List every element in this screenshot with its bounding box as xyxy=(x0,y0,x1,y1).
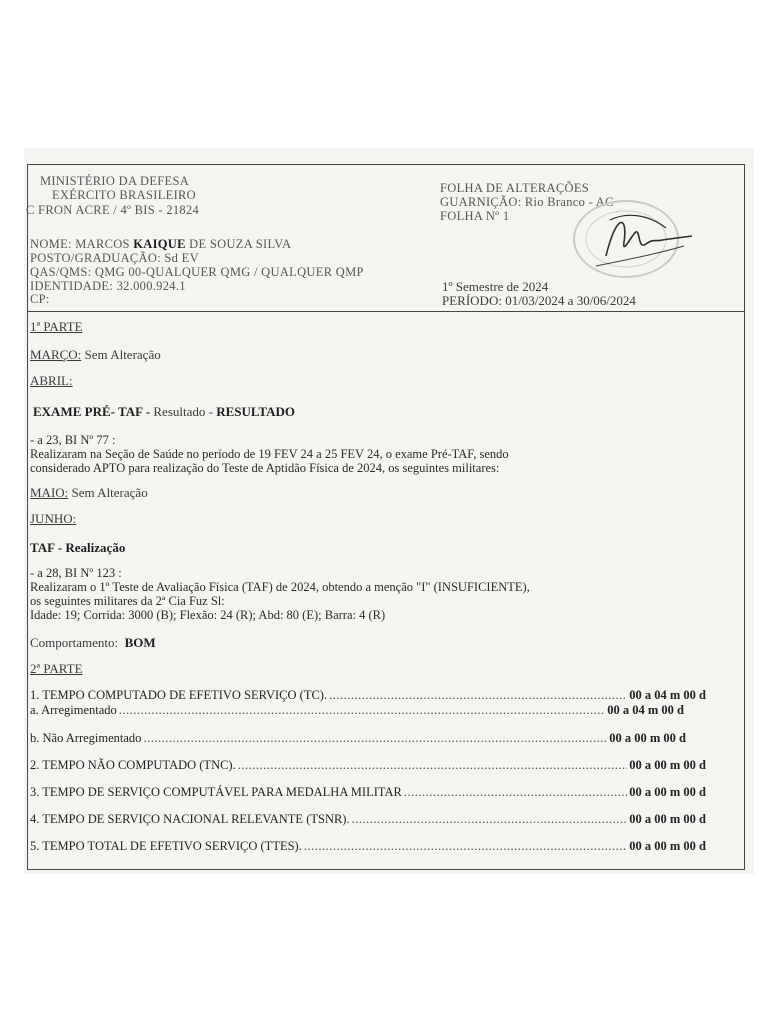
may-label: MAIO: xyxy=(30,485,69,500)
person-rank: POSTO/GRADUAÇÃO: Sd EV xyxy=(30,251,199,265)
time-row-medal xyxy=(30,785,706,800)
exam-reference: - a 23, BI Nº 77 : xyxy=(30,433,116,447)
exam-heading-mid: Resultado - xyxy=(150,404,217,419)
time-row-label: 1. TEMPO COMPUTADO DE EFETIVO SERVIÇO (TC). xyxy=(30,688,328,702)
header-garrison: GUARNIÇÃO: Rio Branco - AC xyxy=(440,195,614,209)
taf-heading-bold: TAF - xyxy=(30,540,63,555)
person-cp: CP: xyxy=(30,292,50,306)
time-row-label: 3. TEMPO DE SERVIÇO COMPUTÁVEL PARA MEDALHA MILITAR xyxy=(30,785,402,799)
period: PERÍODO: 01/03/2024 a 30/06/2024 xyxy=(442,293,636,308)
signature-stamp xyxy=(566,194,696,294)
header-sheet-number: FOLHA Nº 1 xyxy=(440,209,510,223)
time-row-value: 00 a 00 m 00 d xyxy=(629,812,706,826)
dot-leader xyxy=(143,731,607,746)
may-entry xyxy=(30,486,148,500)
march-text: Sem Alteração xyxy=(84,347,161,362)
time-row-label: a. Arregimentado xyxy=(30,703,117,717)
section-divider xyxy=(27,311,745,312)
time-row-label: 5. TEMPO TOTAL DE EFETIVO SERVIÇO (TTES). xyxy=(30,839,302,853)
taf-paragraph-line1: Realizaram o 1º Teste de Avaliação Física (TAF) de 2024, obtendo a menção "I" (INSUFICIENTE), xyxy=(30,580,530,594)
time-row-arregimentado xyxy=(30,703,684,718)
dot-leader xyxy=(404,785,627,800)
dot-leader xyxy=(238,758,628,773)
behavior-label: Comportamento: xyxy=(30,635,119,650)
dot-leader xyxy=(119,703,605,718)
exam-heading xyxy=(33,405,295,419)
name-rest: DE SOUZA SILVA xyxy=(185,237,292,251)
time-row-value: 00 a 04 m 00 d xyxy=(629,688,706,702)
person-name xyxy=(30,237,291,251)
time-row-value: 00 a 00 m 00 d xyxy=(629,785,706,799)
person-identity: IDENTIDADE: 32.000.924.1 xyxy=(30,279,186,293)
behavior-value: BOM xyxy=(124,635,156,650)
semester: 1º Semestre de 2024 xyxy=(442,279,549,294)
header-ministry: MINISTÉRIO DA DEFESA xyxy=(40,174,190,188)
name-bold-part: KAIQUE xyxy=(133,237,186,251)
time-row-tnc xyxy=(30,758,706,773)
dot-leader xyxy=(352,812,628,827)
may-text: Sem Alteração xyxy=(71,485,148,500)
header-sheet-title: FOLHA DE ALTERAÇÕES xyxy=(440,181,590,195)
march-label: MARÇO: xyxy=(30,347,82,362)
march-entry xyxy=(30,348,161,362)
person-qas: QAS/QMS: QMG 00-QUALQUER QMG / QUALQUER QMP xyxy=(30,265,364,279)
time-row-ttes xyxy=(30,839,706,854)
exam-paragraph-line1: Realizaram na Seção de Saúde no período de 19 FEV 24 a 25 FEV 24, o exame Pré-TAF, sendo xyxy=(30,447,509,461)
time-row-nao-arregimentado xyxy=(30,731,686,746)
taf-results: Idade: 19; Corrida: 3000 (B); Flexão: 24 (R); Abd: 80 (E); Barra: 4 (R) xyxy=(30,608,386,622)
taf-paragraph-line2: os seguintes militares da 2ª Cia Fuz Sl: xyxy=(30,594,225,608)
time-row-label: 4. TEMPO DE SERVIÇO NACIONAL RELEVANTE (TSNR). xyxy=(30,812,350,826)
header-unit: C FRON ACRE / 4º BIS - 21824 xyxy=(26,203,200,217)
time-row-value: 00 a 04 m 00 d xyxy=(607,703,684,717)
taf-reference: - a 28, BI Nº 123 : xyxy=(30,566,122,580)
time-row-value: 00 a 00 m 00 d xyxy=(609,731,686,745)
taf-heading xyxy=(30,541,125,555)
exam-heading-bold: EXAME PRÉ- TAF - xyxy=(33,404,151,419)
time-row-label: b. Não Arregimentado xyxy=(30,731,142,745)
june-label: JUNHO: xyxy=(30,511,77,526)
time-row-value: 00 a 00 m 00 d xyxy=(629,758,706,772)
april-label: ABRIL: xyxy=(30,373,73,388)
name-label: NOME: MARCOS xyxy=(30,237,134,251)
dot-leader xyxy=(329,688,627,703)
time-row-label: 2. TEMPO NÃO COMPUTADO (TNC). xyxy=(30,758,236,772)
part2-title: 2ª PARTE xyxy=(30,661,83,676)
time-row-tsnr xyxy=(30,812,706,827)
taf-heading-rest: Realização xyxy=(62,540,126,555)
behavior-entry xyxy=(30,636,156,650)
exam-heading-result: RESULTADO xyxy=(216,404,295,419)
header-army: EXÉRCITO BRASILEIRO xyxy=(52,188,197,202)
exam-paragraph-line2: considerado APTO para realização do Teste de Aptidão Física de 2024, os seguintes militares: xyxy=(30,461,500,475)
time-row-value: 00 a 00 m 00 d xyxy=(629,839,706,853)
time-row-tc xyxy=(30,688,706,703)
part1-title: 1ª PARTE xyxy=(30,319,83,334)
dot-leader xyxy=(304,839,627,854)
